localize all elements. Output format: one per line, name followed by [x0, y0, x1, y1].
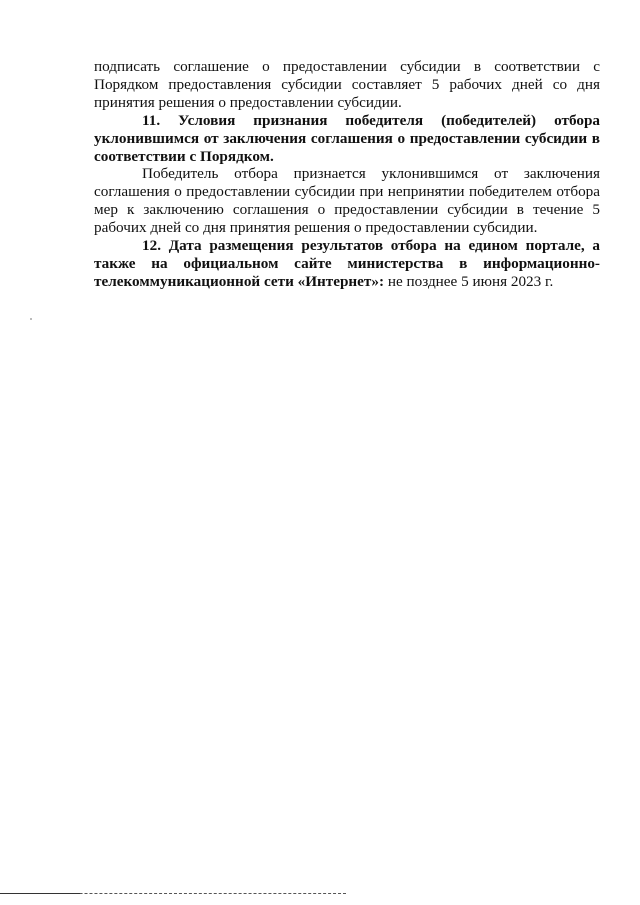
section-12-value: не позднее 5 июня 2023 г.	[384, 272, 554, 290]
document-body	[94, 58, 600, 291]
footer-divider-left	[0, 893, 80, 894]
section-11-body: Победитель отбора признается уклонившимся от заключения соглашения о предоставлении субсидии при непринятии победителем отбора мер к заключению соглашения о предоставлении субсидии в течение 5 рабочих дней со дня принятия решения о предоставлении субсидии.	[94, 165, 600, 237]
scan-speck	[30, 318, 32, 320]
section-12-paragraph	[94, 237, 600, 291]
paragraph-signing-deadline: подписать соглашение о предоставлении субсидии в соответствии с Порядком предоставления субсидии составляет 5 рабочих дней со дня принятия решения о предоставлении субсидии.	[94, 58, 600, 111]
section-11-heading: 11. Условия признания победителя (победителей) отбора уклонившимся от заключения соглашения о предоставлении субсидии в соответствии с Порядком.	[94, 111, 600, 165]
section-12-heading: 12. Дата размещения результатов отбора на едином портале, а также на официальном сайте министерства в информационно-телекоммуникационной сети «Интернет»:	[94, 237, 600, 290]
